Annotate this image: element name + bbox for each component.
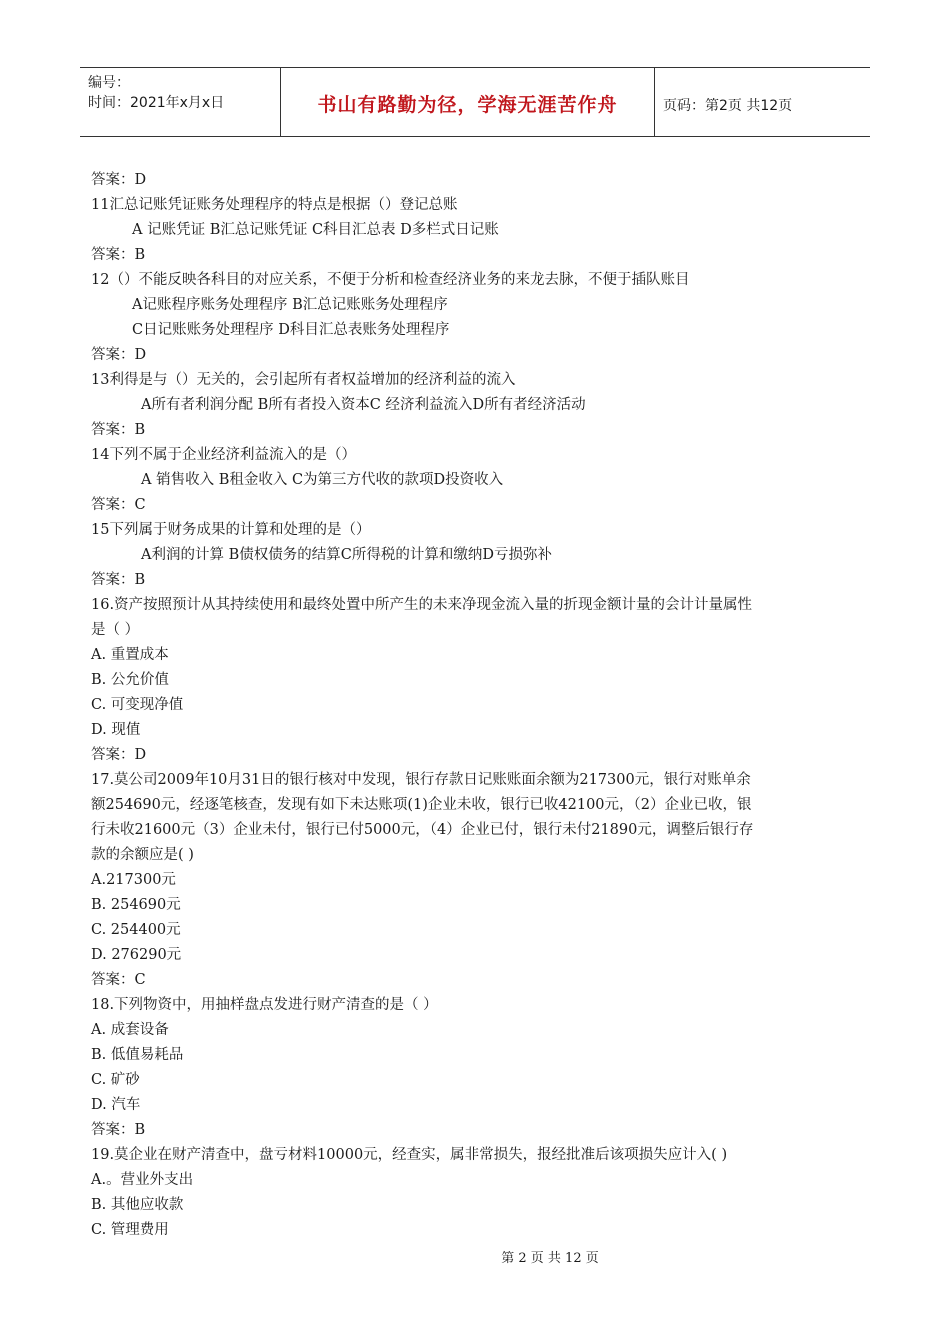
header-left-cell (80, 68, 281, 136)
text-line: 答案：D (91, 172, 147, 188)
text-line: D. 276290元 (91, 947, 182, 963)
text-line: A. 重置成本 (91, 647, 169, 663)
header-middle-cell (281, 68, 655, 136)
text-line: 19.莫企业在财产清查中，盘亏材料10000元，经查实，属非常损失，报经批准后该项损失应计入( ) (91, 1147, 728, 1163)
header-motto: 书山有路勤为径，学海无涯苦作舟 (317, 94, 618, 116)
text-line: C日记账账务处理程序 D科目汇总表账务处理程序 (132, 322, 450, 338)
text-line: 答案：B (91, 247, 146, 263)
text-line: A.。营业外支出 (91, 1172, 194, 1188)
text-line: B. 其他应收款 (91, 1197, 184, 1213)
header-page-code: 页码：第2页 共12页 (663, 98, 793, 114)
text-line: B. 公允价值 (91, 672, 169, 688)
text-line: 答案：B (91, 1122, 146, 1138)
text-line: D. 汽车 (91, 1097, 141, 1113)
text-line: A. 成套设备 (91, 1022, 169, 1038)
document-body (91, 168, 871, 1243)
text-line: A 销售收入 B租金收入 C为第三方代收的款项D投资收入 (141, 472, 504, 488)
text-line: A记账程序账务处理程序 B汇总记账账务处理程序 (132, 297, 448, 313)
text-line: 12（）不能反映各科目的对应关系，不便于分析和检查经济业务的来龙去脉，不便于插队账目 (91, 272, 690, 288)
text-line: C. 254400元 (91, 922, 181, 938)
text-line: 18.下列物资中，用抽样盘点发进行财产清查的是（ ） (91, 997, 438, 1013)
text-line: 是（ ） (91, 622, 140, 638)
text-line: 答案：B (91, 422, 146, 438)
header-right-cell (655, 68, 870, 136)
text-line: A 记账凭证 B汇总记账凭证 C科目汇总表 D多栏式日记账 (132, 222, 499, 238)
text-line: 行未收21600元（3）企业未付，银行已付5000元，（4）企业已付，银行未付21890元，调整后银行存 (91, 822, 754, 838)
text-line: 14下列不属于企业经济利益流入的是（） (91, 447, 356, 463)
text-line: 答案：C (91, 497, 146, 513)
text-line: A所有者利润分配 B所有者投入资本C 经济利益流入D所有者经济活动 (141, 397, 586, 413)
text-line: 答案：B (91, 572, 146, 588)
text-line: D. 现值 (91, 722, 141, 738)
text-line: 答案：D (91, 747, 147, 763)
document-date: 时间：2021年x月x日 (88, 95, 225, 111)
text-line: 款的余额应是( ) (91, 847, 194, 863)
text-line: B. 254690元 (91, 897, 181, 913)
text-line: 答案：D (91, 347, 147, 363)
text-line: B. 低值易耗品 (91, 1047, 184, 1063)
text-line: A利润的计算 B债权债务的结算C所得税的计算和缴纳D亏损弥补 (141, 547, 552, 563)
document-number-label: 编号： (88, 75, 130, 91)
text-line: C. 可变现净值 (91, 697, 184, 713)
text-line: 16.资产按照预计从其持续使用和最终处置中所产生的未来净现金流入量的折现金额计量的会计计量属性 (91, 597, 753, 613)
text-line: 17.莫公司2009年10月31日的银行核对中发现，银行存款日记账账面余额为217300元，银行对账单余 (91, 772, 751, 788)
text-line: C. 管理费用 (91, 1222, 169, 1238)
page-footer: 第 2 页 共 12 页 (501, 1251, 599, 1266)
text-line: A.217300元 (91, 872, 176, 888)
text-line: C. 矿砂 (91, 1072, 140, 1088)
text-line: 额254690元，经逐笔核查，发现有如下未达账项(1)企业未收，银行已收42100元，（2）企业已收，银 (91, 797, 752, 813)
text-line: 11汇总记账凭证账务处理程序的特点是根据（）登记总账 (91, 197, 458, 213)
text-line: 答案：C (91, 972, 146, 988)
page-header (80, 67, 870, 137)
text-line: 13利得是与（）无关的，会引起所有者权益增加的经济利益的流入 (91, 372, 516, 388)
text-line: 15下列属于财务成果的计算和处理的是（） (91, 522, 371, 538)
